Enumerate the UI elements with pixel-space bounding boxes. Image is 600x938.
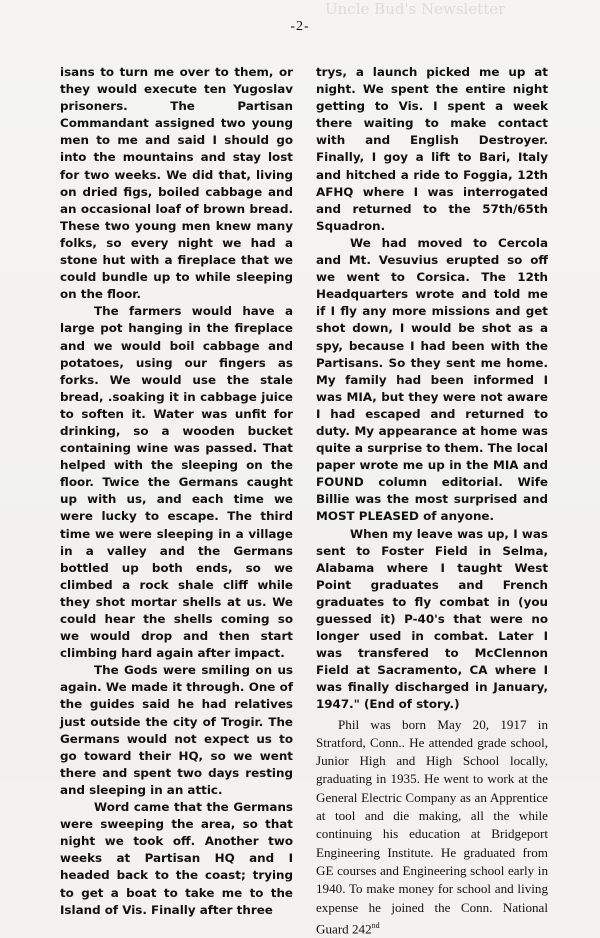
right-column bbox=[316, 64, 548, 938]
story-paragraph: trys, a launch picked me up at night. We spent the entire night getting to Vis. I spent a week there waiting to make contact with and English Destroyer. Finally, I goy a lift to Bari, Italy and hitched a ride to Foggia, 12th AFHQ where I was interrogated and returned to the 57th/65th Squadron. bbox=[316, 65, 548, 233]
biography-text: Phil was born May 20, 1917 in Stratford, Conn.. He attended grade school, Junior High and High School locally, graduating in 1935. He went to work at the General Electric Company as an Apprentice at tool and die making, all the while continuing his education at Bridgeport Engineering Institute. He graduated from GE courses and Engineering school early in 1940. To make money for school and living expense he joined the Conn. National Guard 242 bbox=[316, 716, 548, 937]
story-paragraph: The farmers would have a large pot hanging in the fireplace and we would boil cabbage and potatoes, using our fingers as forks. We would use the stale bread, .soaking it in cabbage juice to soften it. Water was unfit for drinking, so a wooden bucket containing wine was passed. That helped with the sleeping on the floor. Twice the Germans caught up with us, and each time we were lucky to escape. The third time we were sleeping in a village in a valley and the Germans bottled up both ends, so we climbed a rock shale cliff while they shot mortar shells at us. We could hear the shells coming so we would drop and then start climbing hard again after impact. bbox=[60, 304, 293, 661]
story-paragraph: We had moved to Cercola and Mt. Vesuvius erupted so off we went to Corsica. The 12th Headquarters wrote and told me if I fly any more missions and get shot down, I would be shot as a spy, because I had been with the Partisans. So they sent me home. My family had been informed I was MIA, but they were not aware I had escaped and returned to duty. My appearance at home was quite a surprise to them. The local paper wrote me up in the MIA and FOUND column editorial. Wife Billie was the most surprised and MOST PLEASED of anyone. bbox=[316, 235, 548, 524]
left-column bbox=[60, 64, 293, 919]
story-paragraph: isans to turn me over to them, or they would execute ten Yugoslav prisoners. The Partisan Commandant assigned two young men to me and said I should go into the mountains and stay lost for two weeks. We did that, living on dried figs, boiled cabbage and an occasional loaf of brown bread. These two young men knew many folks, so every night we had a stone hut with a fireplace that we could bundle up to while sleeping on the floor. bbox=[60, 65, 293, 302]
story-paragraph: The Gods were smiling on us again. We made it through. One of the guides said he had relatives just outside the city of Trogir. The Germans would not expect us to go toward their HQ, so we went there and spent two days resting and sleeping in an attic. bbox=[60, 663, 293, 797]
biography-paragraph bbox=[316, 716, 548, 938]
bleed-through-header: Uncle Bud's Newsletter bbox=[325, 0, 506, 18]
ordinal-suffix: nd bbox=[371, 920, 380, 930]
story-paragraph: Word came that the Germans were sweeping the area, so that night we took off. Another two weeks at Partisan HQ and I headed back to the coast; trying to get a boat to take me to the Island of Vis. Finally after three bbox=[60, 800, 293, 917]
page-number: -2- bbox=[290, 19, 310, 34]
story-paragraph: When my leave was up, I was sent to Foster Field in Selma, Alabama where I taught West Point graduates and French graduates to fly combat in (you guessed it) P-40's that were no longer used in combat. Later I was transfered to McClennon Field at Sacramento, CA where I was finally discharged in January, 1947." (End of story.) bbox=[316, 526, 548, 712]
